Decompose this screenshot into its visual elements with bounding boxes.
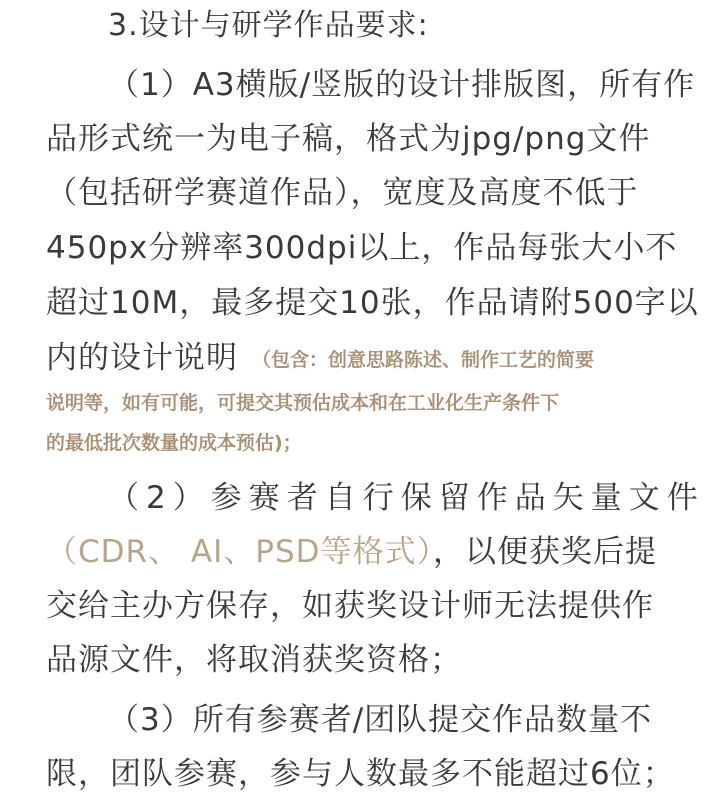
- item2-line1: （2）参赛者自行保留作品矢量文件: [108, 480, 705, 516]
- item3-line1: （3）所有参赛者/团队提交作品数量不: [108, 702, 653, 738]
- item1-note-line1: （包含：创意思路陈述、制作工艺的简要: [252, 349, 595, 371]
- item1-line2: 品形式统一为电子稿，格式为jpg/png文件: [46, 121, 651, 157]
- item1-line5: 超过10M，最多提交10张，作品请附500字以: [46, 285, 699, 321]
- item1-note-line3: 的最低批次数量的成本预估)；: [46, 432, 302, 454]
- item3-line2: 限，团队参赛，参与人数最多不能超过6位；: [46, 756, 675, 792]
- file-format-note: （CDR、 AI、PSD等格式）: [46, 534, 434, 570]
- item2-line4: 品源文件，将取消获奖资格；: [46, 642, 462, 678]
- item2-line2-text: ，以便获奖后提: [433, 534, 658, 570]
- item1-line4: 450px分辨率300dpi以上，作品每张大小不: [46, 230, 678, 266]
- item1-note-line2: 说明等，如有可能，可提交其预估成本和在工业化生产条件下: [46, 392, 560, 414]
- item1-line6: 内的设计说明: [46, 340, 238, 376]
- section-heading: 3.设计与研学作品要求:: [108, 8, 429, 43]
- item2-line3: 交给主办方保存，如获奖设计师无法提供作: [46, 588, 654, 624]
- item1-line1: （1）A3横版/竖版的设计排版图，所有作: [108, 67, 696, 103]
- item1-line3: （包括研学赛道作品），宽度及高度不低于: [46, 175, 639, 211]
- item2-line2: [46, 532, 657, 572]
